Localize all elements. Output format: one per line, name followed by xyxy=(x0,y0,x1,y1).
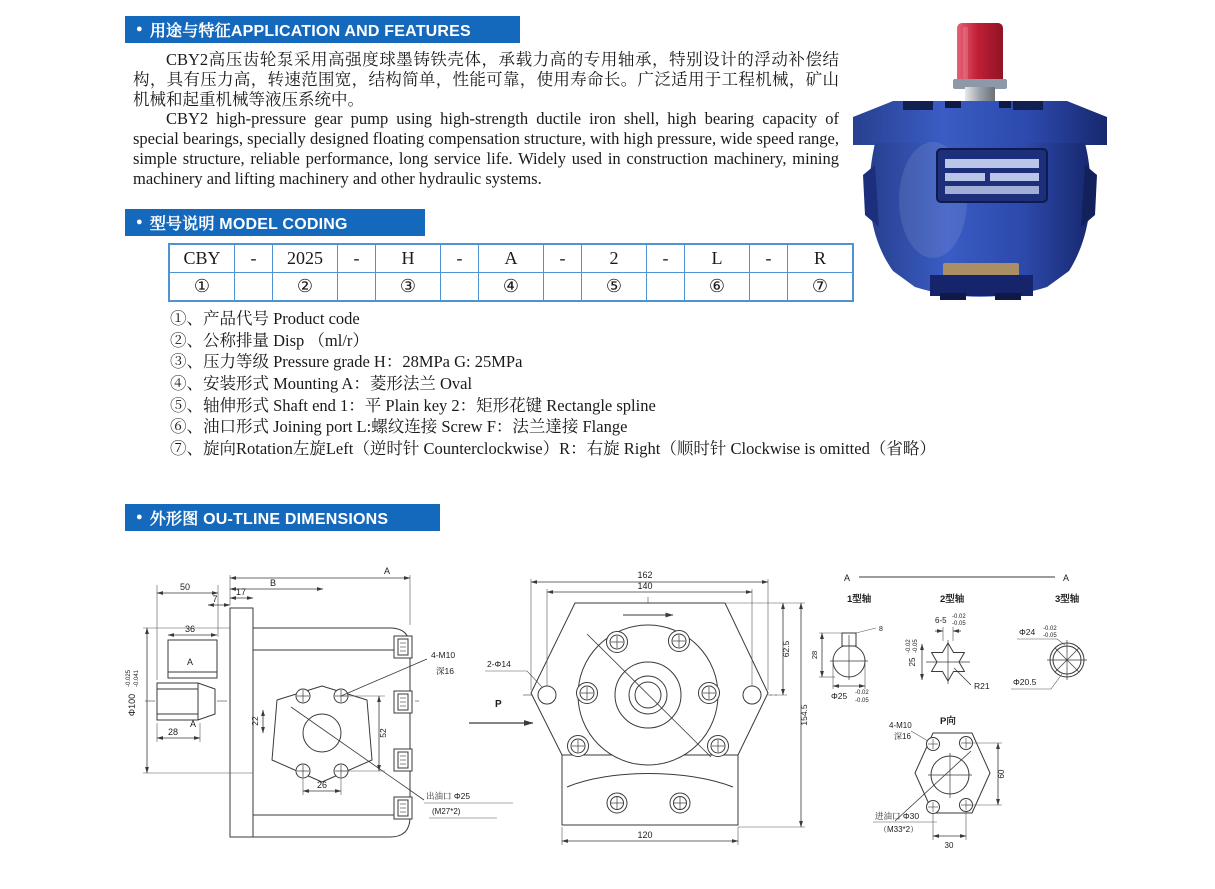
code-row xyxy=(169,244,853,273)
index-cell xyxy=(441,273,479,302)
bullet-icon: ● xyxy=(136,216,143,228)
index-cell xyxy=(544,273,582,302)
label-outlet-thread: (M27*2) xyxy=(432,807,461,816)
dim-17: 17 xyxy=(235,587,247,597)
note-line: ③、压力等级 Pressure grade H：28MPa G: 25MPa xyxy=(170,352,523,372)
code-cell: - xyxy=(647,244,685,273)
dim-154-5: 154.5 xyxy=(799,704,809,726)
label-bolt-depth: 深16 xyxy=(436,666,454,676)
dim-120: 120 xyxy=(637,830,653,840)
index-cell xyxy=(647,273,685,302)
dim-22: 22 xyxy=(250,716,260,726)
index-cell: ① xyxy=(169,273,235,302)
p-view-inlet-thread: （M33*2） xyxy=(879,825,919,834)
code-cell: - xyxy=(544,244,582,273)
dim-36: 36 xyxy=(184,624,196,634)
shaft1-tol-upper: -0.02 xyxy=(855,690,869,696)
shaft2-25-tol-lower: -0.05 xyxy=(913,639,919,653)
code-cell: - xyxy=(750,244,788,273)
code-cell: 2025 xyxy=(273,244,338,273)
note-line: ⑥、油口形式 Joining port L:螺纹连接 Screw F：法兰達接 Flange xyxy=(170,417,628,437)
code-cell: R xyxy=(788,244,854,273)
code-cell: H xyxy=(376,244,441,273)
label-mount-holes: 2-Φ14 xyxy=(487,659,511,669)
dim-28: 28 xyxy=(167,727,179,737)
pump-nameplate xyxy=(937,149,1047,202)
dim-26: 26 xyxy=(316,780,328,790)
dim-62-5: 62.5 xyxy=(781,640,791,658)
phi100-tol-upper: -0.025 xyxy=(126,669,132,687)
shaft2-spline-dim: 6-5 xyxy=(935,616,947,625)
label-a-shaft: A xyxy=(189,719,197,729)
product-photo xyxy=(845,15,1115,300)
label-p-direction: P xyxy=(495,699,502,710)
note-line: ②、公称排量 Disp （ml/r） xyxy=(170,330,369,350)
shaft3-phi24: Φ24 xyxy=(1019,627,1036,637)
application-banner-label: 用途与特征APPLICATION AND FEATURES xyxy=(149,23,471,40)
code-cell: A xyxy=(479,244,544,273)
shaft3-tol-lower: -0.05 xyxy=(1043,633,1057,639)
model-coding-table xyxy=(168,243,854,302)
model-coding-banner xyxy=(125,209,425,236)
index-cell: ⑦ xyxy=(788,273,854,302)
shaft3-title: 3型轴 xyxy=(1055,594,1080,605)
p-direction-view-drawing xyxy=(873,715,1006,850)
dim-140: 140 xyxy=(637,581,653,591)
p-view-bolts: 4-M10 xyxy=(889,721,912,730)
shaft1-title: 1型轴 xyxy=(847,594,872,605)
code-cell: - xyxy=(338,244,376,273)
index-cell xyxy=(338,273,376,302)
model-coding-banner-label: 型号说明 MODEL CODING xyxy=(149,216,348,233)
code-cell: - xyxy=(441,244,479,273)
description-chinese: CBY2高压齿轮泵采用高强度球墨铸铁壳体，承载力高的专用轴承，特别设计的浮动补偿结构，具有压力高，转速范围宽，结构简单，性能可靠，使用寿命长。广泛适用于工程机械，矿山机械和起重机械等液压系统中。 xyxy=(133,50,839,109)
shaft-sections-drawing xyxy=(810,573,1087,704)
section-a-right: A xyxy=(1062,573,1070,583)
shaft2-tol-upper: -0.02 xyxy=(952,614,966,620)
label-a-key: A xyxy=(186,657,194,667)
note-line: ⑦、旋向Rotation左旋Left（逆时针 Counterclockwise）R：右旋 Right（顺时针 Clockwise is omitted（省略） xyxy=(170,439,936,459)
model-coding-notes xyxy=(170,308,936,460)
shaft1-key-width: 8 xyxy=(879,626,883,633)
p-view-title: P向 xyxy=(940,716,956,727)
shaft2-dim-25: 25 xyxy=(908,657,917,667)
p-view-bolt-depth: 深16 xyxy=(894,732,911,741)
outline-dimensions-banner xyxy=(125,504,440,531)
outline-banner-label: 外形图 OU-TLINE DIMENSIONS xyxy=(149,511,389,528)
dim-162: 162 xyxy=(637,570,653,580)
shaft3-tol-upper: -0.02 xyxy=(1043,626,1057,632)
index-cell: ③ xyxy=(376,273,441,302)
code-cell: CBY xyxy=(169,244,235,273)
bullet-icon: ● xyxy=(136,23,143,35)
shaft1-dim-28: 28 xyxy=(810,650,819,660)
pump-red-cap xyxy=(953,23,1007,89)
p-view-inlet: 进油口 Φ30 xyxy=(875,811,920,821)
application-description xyxy=(133,50,839,189)
index-row xyxy=(169,273,853,302)
note-line: ④、安装形式 Mounting A：菱形法兰 Oval xyxy=(170,374,473,394)
p-view-dim-30: 30 xyxy=(944,841,954,850)
side-view-drawing xyxy=(126,566,513,837)
code-cell: L xyxy=(685,244,750,273)
dim-50: 50 xyxy=(179,582,191,592)
label-bolts: 4-M10 xyxy=(431,650,456,660)
index-cell: ⑤ xyxy=(582,273,647,302)
code-cell: - xyxy=(235,244,273,273)
dim-52: 52 xyxy=(378,728,388,738)
shaft2-tol-lower: -0.05 xyxy=(952,621,966,627)
front-view-drawing xyxy=(469,570,809,845)
note-line: ①、产品代号 Product code xyxy=(170,309,360,328)
shaft2-r21: R21 xyxy=(974,681,990,691)
dim-7: 7 xyxy=(212,594,218,604)
index-cell xyxy=(750,273,788,302)
label-outlet: 出油口 Φ25 xyxy=(426,791,471,801)
index-cell: ② xyxy=(273,273,338,302)
code-cell: 2 xyxy=(582,244,647,273)
dim-b: B xyxy=(269,578,277,588)
description-english: CBY2 high-pressure gear pump using high-strength ductile iron shell, high bearing capacity of special bearings, specially designed floating compensation structure, with high pressure, wide speed range, simple structure, reliable performance, long service life. Widely used in construction machinery, mining machinery and lifting machinery and other hydraulic systems. xyxy=(133,109,839,188)
outline-drawings xyxy=(95,555,1115,885)
shaft2-25-tol-upper: -0.02 xyxy=(906,639,912,653)
application-features-banner xyxy=(125,16,520,43)
note-line: ⑤、轴伸形式 Shaft end 1：平 Plain key 2：矩形花键 Rectangle spline xyxy=(170,395,656,415)
p-view-dim-60: 60 xyxy=(997,769,1006,779)
pump-top-flange xyxy=(853,101,1107,145)
index-cell xyxy=(235,273,273,302)
shaft3-phi20-5: Φ20.5 xyxy=(1013,677,1037,687)
dim-phi100: Φ100 xyxy=(127,693,137,717)
shaft1-tol-lower: -0.05 xyxy=(855,698,869,704)
index-cell: ④ xyxy=(479,273,544,302)
shaft1-phi25: Φ25 xyxy=(831,691,848,701)
shaft2-title: 2型轴 xyxy=(940,594,965,605)
section-a-left: A xyxy=(843,573,851,583)
bullet-icon: ● xyxy=(136,511,143,523)
index-cell: ⑥ xyxy=(685,273,750,302)
phi100-tol-lower: -0.041 xyxy=(134,669,140,687)
dim-a-overall: A xyxy=(383,566,391,576)
